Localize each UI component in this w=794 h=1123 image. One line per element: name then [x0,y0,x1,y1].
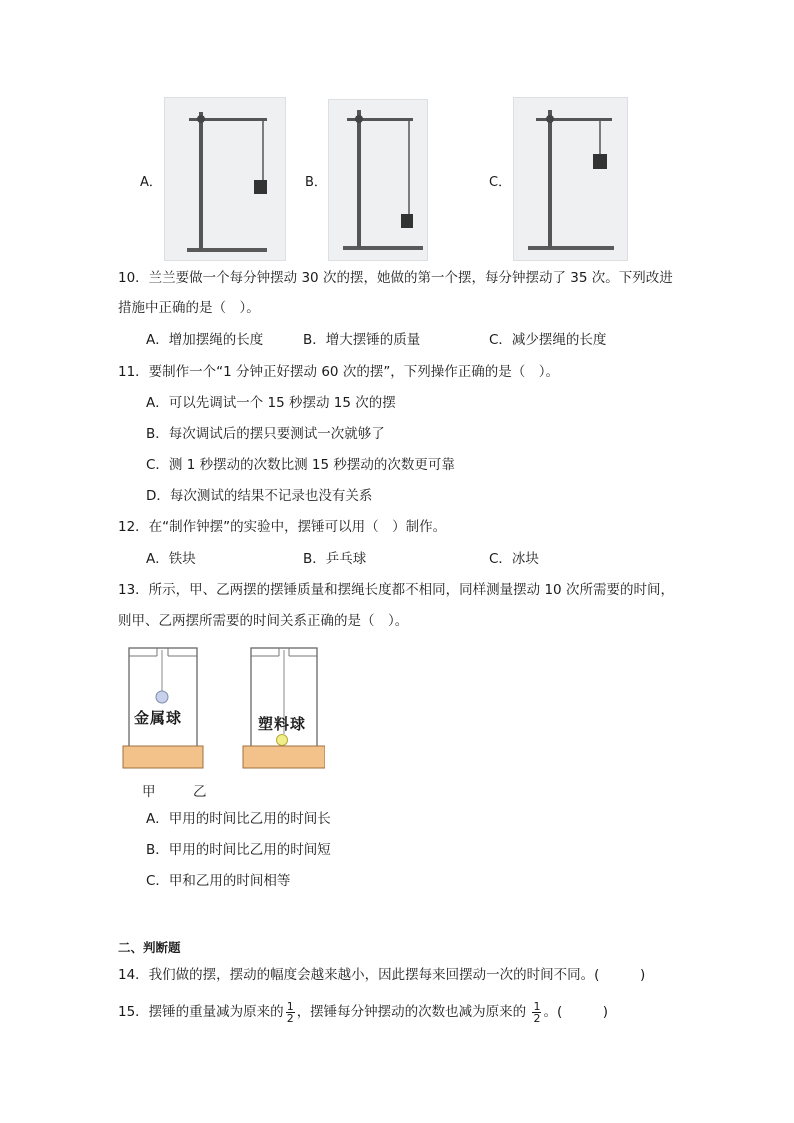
fraction-one-half [286,1001,295,1024]
pendulum-image-a [164,97,286,261]
fraction-denominator: 2 [286,1011,294,1025]
question-11-option-a[interactable]: A．可以先调试一个 15 秒摆动 15 次的摆 [146,395,396,411]
question-15 [118,999,608,1025]
caption-jia: 甲 [142,784,156,800]
section-title-true-false: 二、判断题 [118,940,181,955]
question-15-part3: 。( ) [543,1004,609,1020]
fraction-one-half-2 [532,1001,541,1024]
question-11-stem: 11．要制作一个“1 分钟正好摆动 60 次的摆”，下列操作正确的是（ ）。 [118,364,560,380]
question-12-option-c[interactable]: C．冰块 [489,551,539,567]
question-13-option-c[interactable]: C．甲和乙用的时间相等 [146,873,291,889]
question-10-stem-line1: 10．兰兰要做一个每分钟摆动 30 次的摆，她做的第一个摆，每分钟摆动了 35 次。下列改进 [118,270,673,286]
pendulum-c-drawing [514,98,627,260]
question-10-stem-line2: 措施中正确的是（ ）。 [118,300,260,316]
plastic-ball-label: 塑料球 [258,715,307,733]
pendulum-image-b [328,99,428,261]
pendulum-figure-jia [122,646,206,770]
question-10-option-c[interactable]: C．减少摆绳的长度 [489,332,607,348]
question-11-option-c[interactable]: C．测 1 秒摆动的次数比测 15 秒摆动的次数更可靠 [146,457,455,473]
fraction-numerator-2: 1 [533,999,541,1013]
question-10-option-b[interactable]: B．增大摆锤的质量 [303,332,421,348]
pendulum-b-drawing [329,100,427,260]
caption-yi: 乙 [193,784,207,800]
option-letter-b: B． [305,175,327,190]
question-10-option-a[interactable]: A．增加摆绳的长度 [146,332,264,348]
question-15-part2: ，摆锤每分钟摆动的次数也减为原来的 [296,1004,527,1020]
question-12-option-a[interactable]: A．铁块 [146,551,196,567]
option-letter-c: C． [489,175,512,190]
question-12-stem: 12．在“制作钟摆”的实验中，摆锤可以用（ ）制作。 [118,519,447,535]
question-11-option-b[interactable]: B．每次调试后的摆只要测试一次就够了 [146,426,385,442]
pendulum-image-c [513,97,628,261]
question-13-stem-line2: 则甲、乙两摆所需要的时间关系正确的是（ ）。 [118,613,409,629]
question-14: 14．我们做的摆，摆动的幅度会越来越小，因此摆每来回摆动一次的时间不同。( ) [118,967,646,983]
pendulum-a-drawing [165,98,285,260]
question-12-option-b[interactable]: B．乒乓球 [303,551,367,567]
question-11-option-d[interactable]: D．每次测试的结果不记录也没有关系 [146,488,373,504]
metal-ball-label: 金属球 [134,709,183,727]
question-13-option-a[interactable]: A．甲用的时间比乙用的时间长 [146,811,331,827]
question-15-part1: 15．摆锤的重量减为原来的 [118,1004,284,1020]
pendulum-box-yi [241,646,325,770]
question-13-option-b[interactable]: B．甲用的时间比乙用的时间短 [146,842,331,858]
fraction-denominator-2: 2 [533,1011,541,1025]
question-13-stem-line1: 13．所示，甲、乙两摆的摆锤质量和摆绳长度都不相同，同样测量摆动 10 次所需要的时间， [118,582,674,598]
pendulum-figure-yi [241,646,325,770]
option-letter-a: A． [140,175,162,190]
fraction-numerator: 1 [286,999,294,1013]
